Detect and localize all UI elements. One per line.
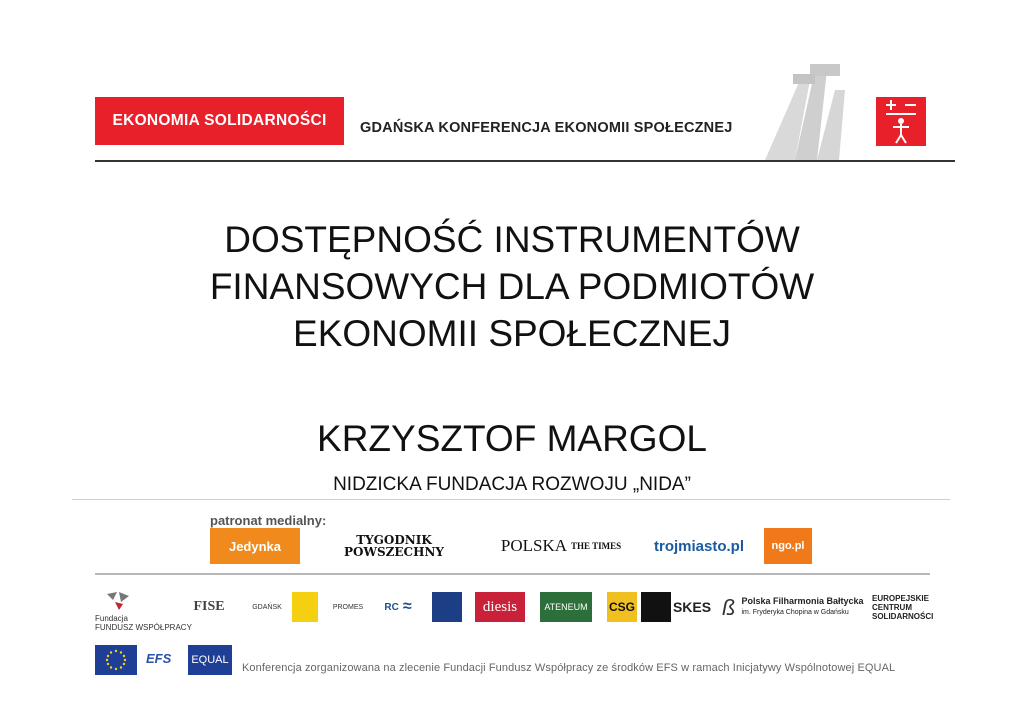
title-line-1: DOSTĘPNOŚĆ INSTRUMENTÓW: [224, 219, 800, 260]
author-organization: NIDZICKA FUNDACJA ROZWOJU „NIDA”: [333, 474, 691, 495]
pomorskie-crest-icon: [292, 592, 318, 622]
conference-title: GDAŃSKA KONFERENCJA EKONOMII SPOŁECZNEJ: [360, 120, 733, 136]
footer-note: Konferencja zorganizowana na zlecenie Fundacji Fundusz Współpracy ze środków EFS w ramach Inicjatywy Wspólnotowej EQUAL: [242, 662, 896, 674]
divider: [72, 499, 950, 500]
jedynka-logo: [210, 528, 300, 564]
tygodnik-line-1: TYGODNIK: [356, 533, 432, 547]
trojmiasto-text: trojmiasto.pl: [653, 537, 744, 555]
ateneum-text: ATENEUM: [544, 602, 588, 612]
ngo-text: ngo.pl: [771, 540, 805, 552]
skes-logo: [672, 592, 712, 622]
csg-text: CSG: [608, 600, 635, 614]
ecs-line-2: CENTRUM: [872, 602, 912, 612]
promes-logo: [330, 592, 366, 622]
gdansk-text: GDAŃSK: [252, 603, 282, 611]
plus-minus-figure-icon: [876, 97, 926, 146]
fise-logo: [178, 592, 240, 622]
slide-title: [110, 216, 914, 357]
ecs-line-1: EUROPEJSKIE: [872, 593, 929, 603]
csg-logo: [607, 592, 637, 622]
promes-text: PROMES: [332, 603, 364, 611]
title-line-2: FINANSOWYCH DLA PODMIOTÓW: [209, 266, 815, 307]
centrum-logo: [641, 592, 671, 622]
brand-text: EKONOMIA SOLIDARNOŚCI: [112, 112, 327, 129]
filharmonia-logo: [722, 592, 867, 622]
polska-times-logo: [486, 528, 636, 564]
fundacja-text: Fundacja: [95, 614, 128, 623]
tygodnik-line-2: POWSZECHNY: [344, 545, 444, 559]
shipyard-cranes-graphic: [755, 60, 865, 160]
diesis-text: diesis: [482, 598, 518, 615]
eu-flag-icon: [95, 645, 137, 675]
filharmonia-subtitle: im. Fryderyka Chopina w Gdańsku: [741, 609, 849, 616]
trojmiasto-logo: [652, 528, 746, 564]
fundusz-text: FUNDUSZ WSPÓŁPRACY: [95, 623, 192, 632]
filharmonia-name: Polska Filharmonia Bałtycka: [741, 596, 864, 606]
rc-text: RC: [384, 601, 399, 613]
author-name: KRZYSZTOF MARGOL: [317, 418, 707, 459]
ateneum-logo: [540, 592, 592, 622]
skes-text: SKES: [672, 599, 712, 615]
filharmonia-b-icon: ß: [722, 594, 736, 620]
brand-banner: [95, 97, 344, 145]
rc-wave-logo: [372, 592, 424, 622]
efs-text: EFS: [146, 651, 172, 666]
gdansk-logo: [250, 592, 284, 622]
patrons-label: patronat medialny:: [210, 513, 327, 528]
tygodnik-powszechny-logo: [344, 528, 444, 564]
ecs-logo: [876, 97, 926, 146]
fise-text: FISE: [193, 599, 225, 614]
equal-logo: [188, 645, 232, 675]
polska-times-text: THE TIMES: [571, 541, 622, 551]
equal-text: EQUAL: [191, 654, 229, 666]
eagle-crest-icon: [432, 592, 462, 622]
divider: [95, 573, 930, 575]
title-line-3: EKONOMII SPOŁECZNEJ: [293, 313, 731, 354]
wave-icon: ≈: [402, 598, 412, 615]
header-divider: [95, 160, 955, 162]
efs-logo: [146, 651, 171, 666]
fundusz-wspolpracy-icon: [105, 590, 135, 612]
ecs-line-3: SOLIDARNOŚCI: [872, 611, 934, 621]
polska-text: POLSKA: [500, 536, 567, 555]
jedynka-text: Jedynka: [228, 538, 282, 554]
europejskie-centrum-solidarnosci-logo: [872, 592, 932, 622]
ngo-logo: [764, 528, 812, 564]
diesis-logo: [475, 592, 525, 622]
